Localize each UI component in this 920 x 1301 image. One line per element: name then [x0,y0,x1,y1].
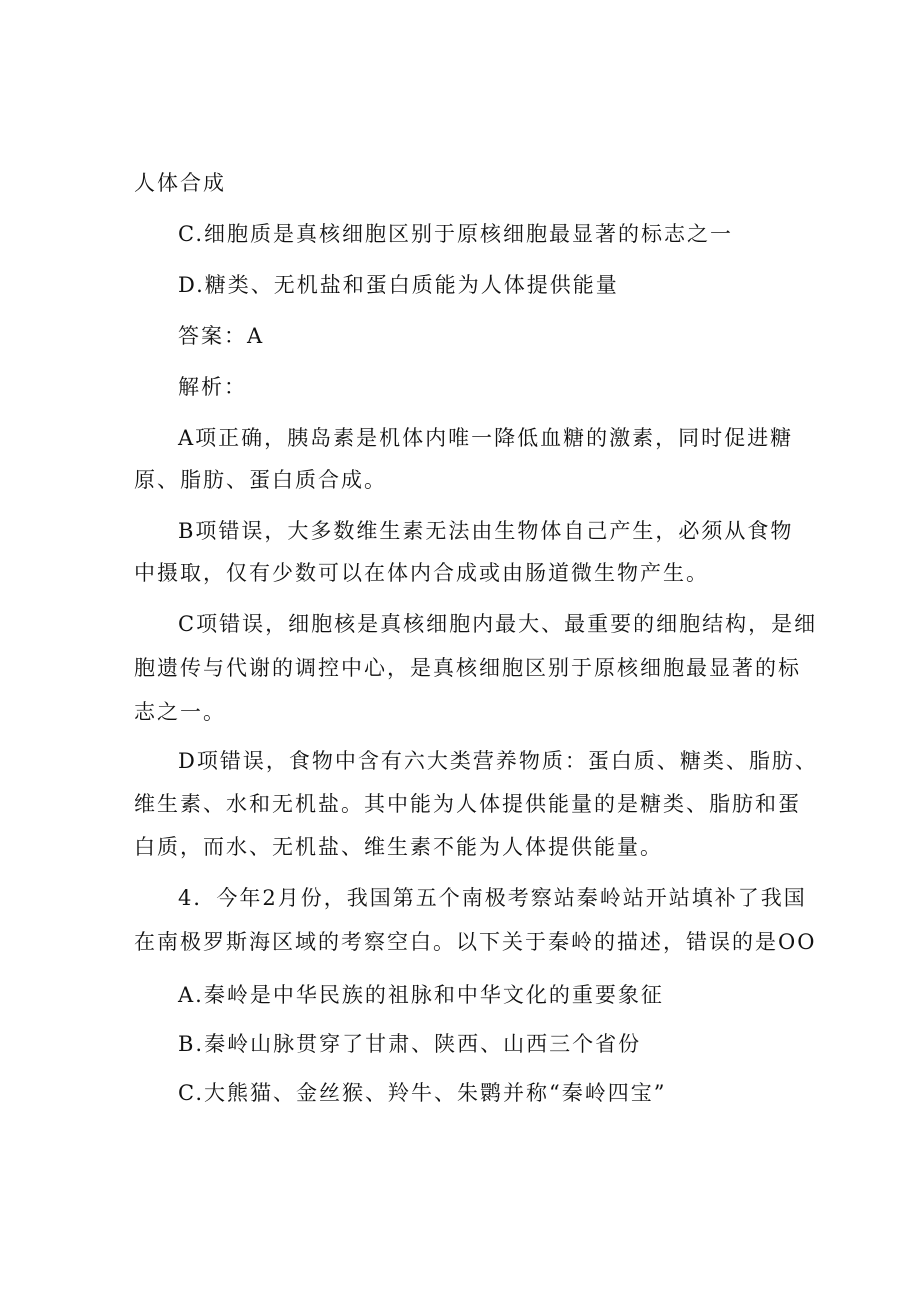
text-line-prev-continuation: 人体合成 [134,171,226,195]
analysis-heading: 解析： [178,375,247,399]
analysis-d-line-2: 维生素、水和无机盐。其中能为人体提供能量的是糖类、脂肪和蛋 [134,792,801,816]
option-d-line: D.糖类、无机盐和蛋白质能为人体提供能量 [178,273,619,297]
analysis-a-line-2: 原、脂肪、蛋白质合成。 [134,468,387,492]
question-4-option-a: A.秦岭是中华民族的祖脉和中华文化的重要象征 [178,983,664,1007]
answer-line: 答案：A [178,324,265,348]
analysis-d-line-1: D项错误，食物中含有六大类营养物质：蛋白质、糖类、脂肪、 [178,749,818,773]
option-c-line: C.细胞质是真核细胞区别于原核细胞最显著的标志之一 [178,222,733,246]
question-4-option-b: B.秦岭山脉贯穿了甘肃、陕西、山西三个省份 [178,1032,642,1056]
analysis-d-line-3: 白质，而水、无机盐、维生素不能为人体提供能量。 [134,835,663,859]
analysis-b-line-1: B项错误，大多数维生素无法由生物体自己产生，必须从食物 [178,519,794,543]
analysis-c-line-2: 胞遗传与代谢的调控中心，是真核细胞区别于原核细胞最显著的标 [134,656,801,680]
question-4-line-2: 在南极罗斯海区域的考察空白。以下关于秦岭的描述，错误的是OO [134,930,817,954]
question-4-line-1: 4．今年2月份，我国第五个南极考察站秦岭站开站填补了我国 [178,886,807,910]
analysis-a-line-1: A项正确，胰岛素是机体内唯一降低血糖的激素，同时促进糖 [178,426,794,450]
question-4-option-c: C.大熊猫、金丝猴、羚牛、朱鹮并称“秦岭四宝” [178,1081,667,1105]
analysis-c-line-3: 志之一。 [134,700,226,724]
analysis-b-line-2: 中摄取，仅有少数可以在体内合成或由肠道微生物产生。 [134,561,709,585]
analysis-c-line-1: C项错误，细胞核是真核细胞内最大、最重要的细胞结构，是细 [178,612,818,636]
